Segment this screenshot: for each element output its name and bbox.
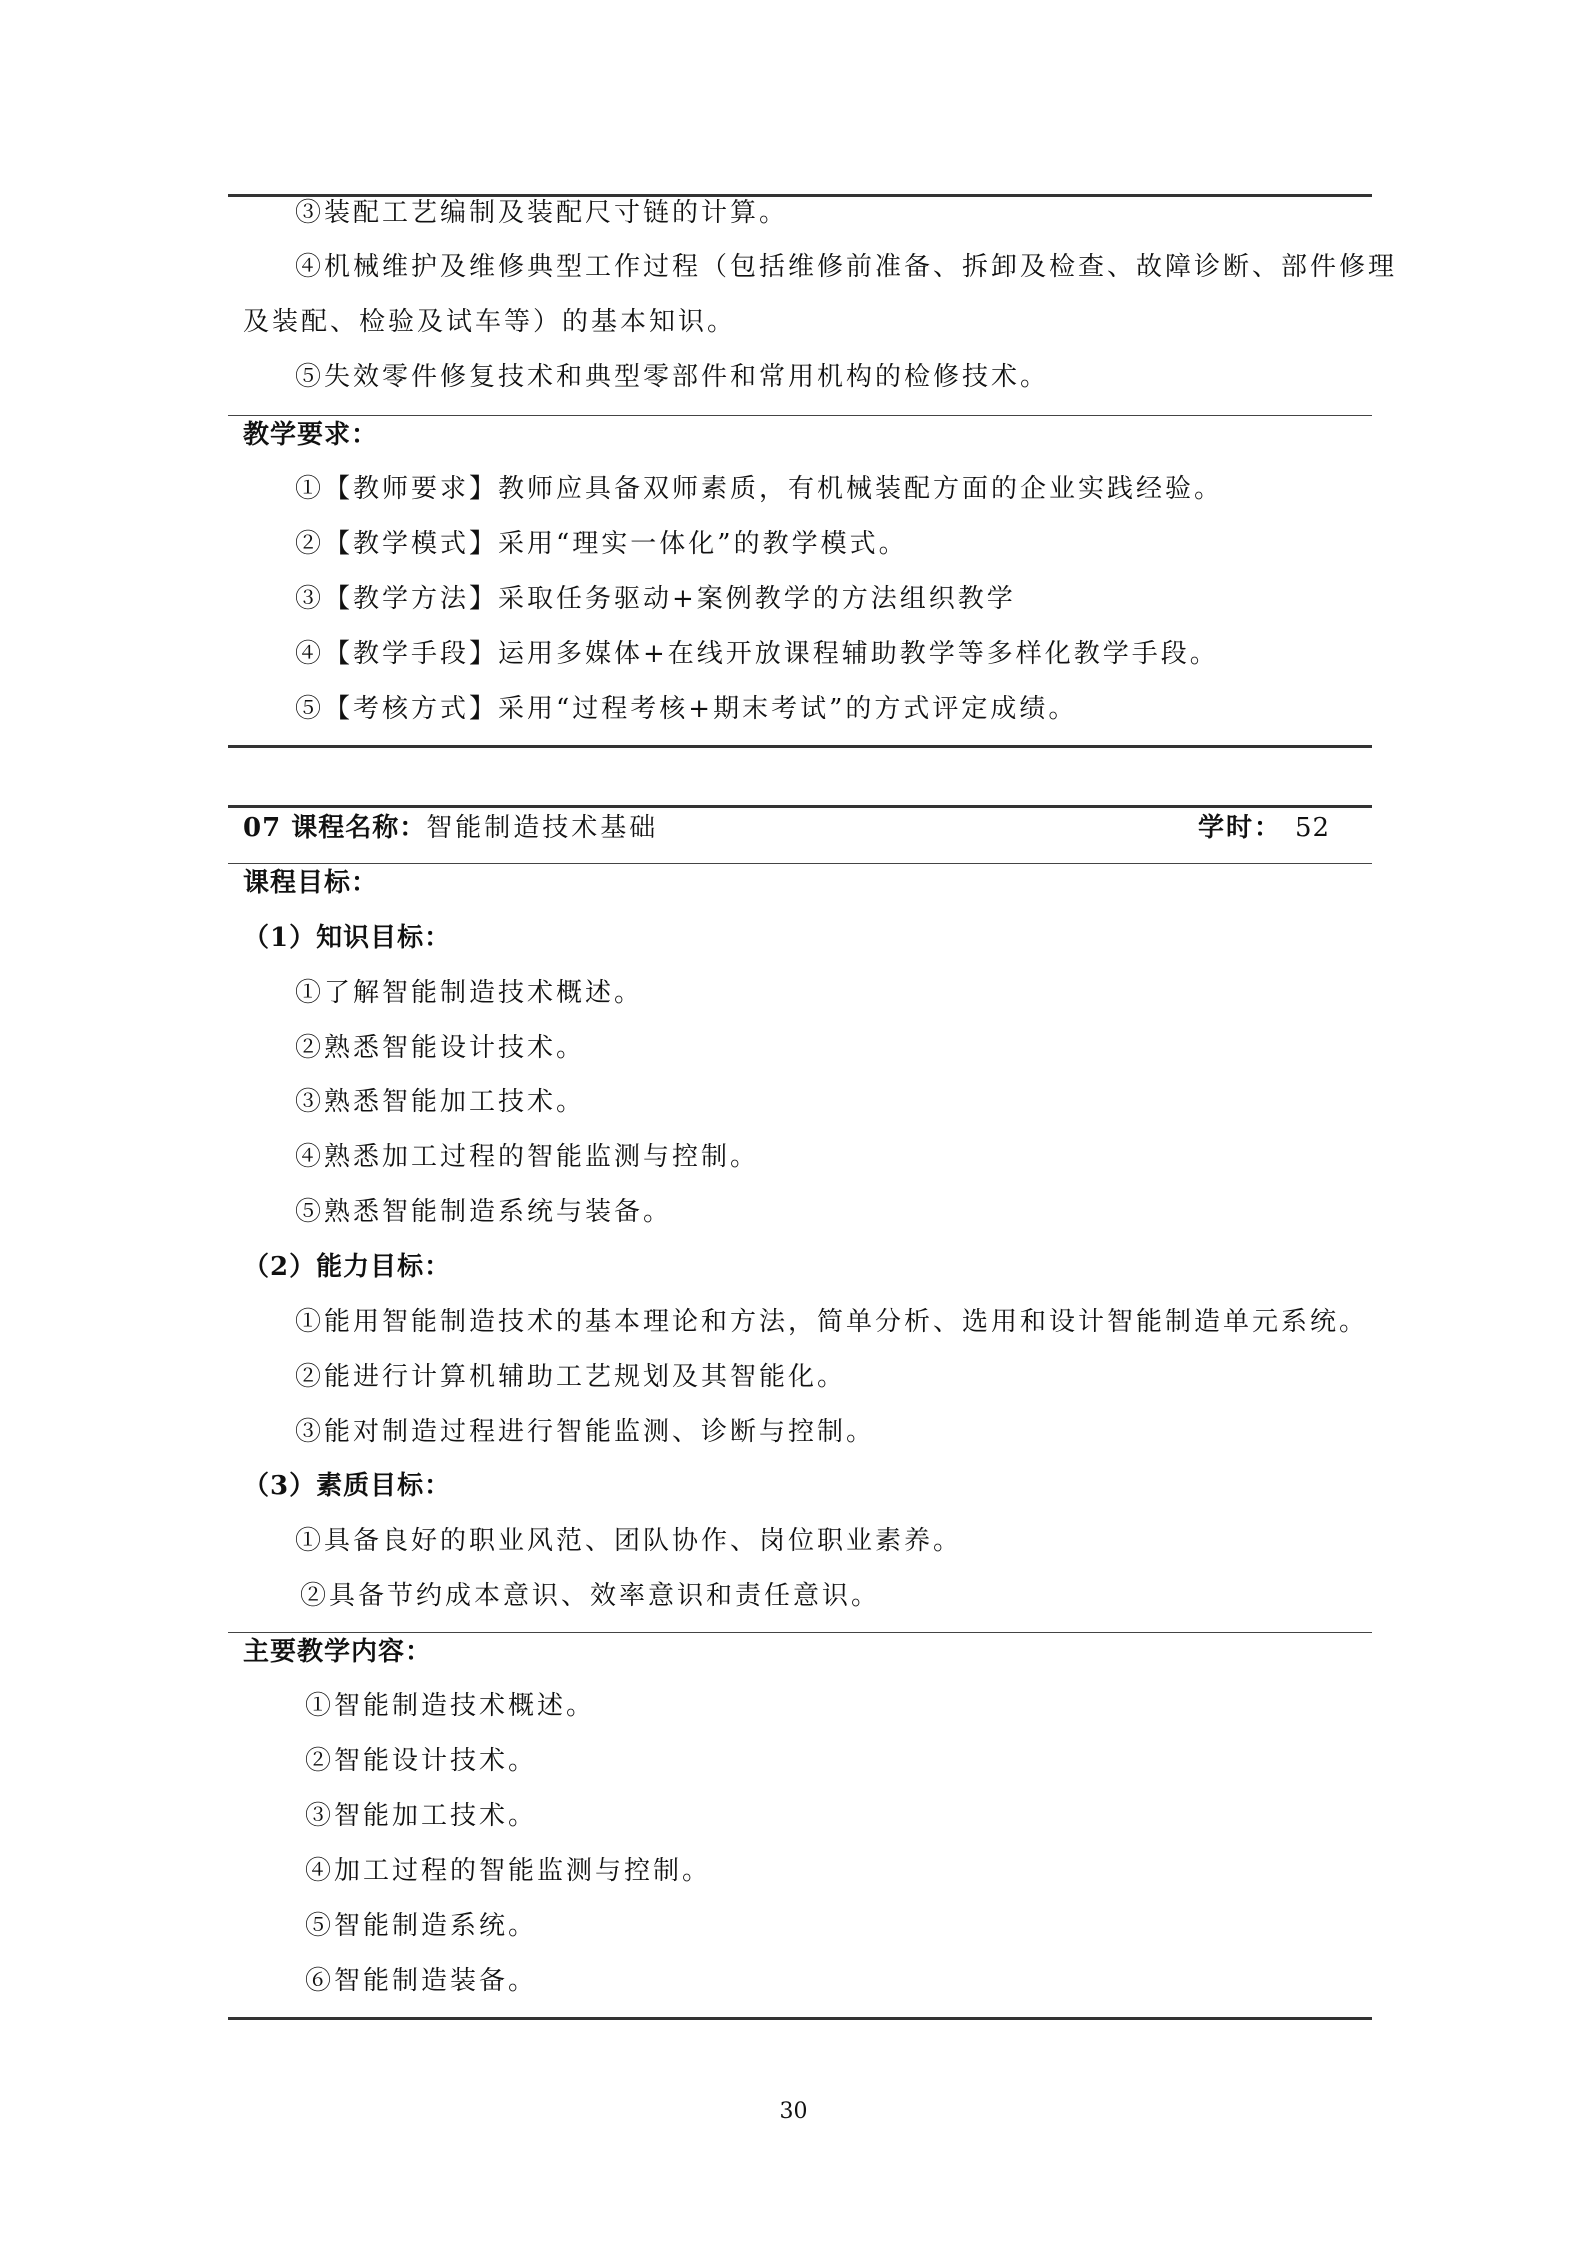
teaching-requirements-label: 教学要求：: [243, 420, 379, 450]
page-number: 30: [779, 2099, 808, 2124]
section-divider: [228, 415, 1372, 416]
course-name: 智能制造技术基础: [426, 813, 659, 843]
teaching-content-item: ④加工过程的智能监测与控制。: [305, 1856, 712, 1886]
content-item: 及装配、检验及试车等）的基本知识。: [243, 307, 737, 337]
knowledge-objectives-label: （1）知识目标：: [243, 923, 452, 953]
content-item: ④机械维护及维修典型工作过程（包括维修前准备、拆卸及检查、故障诊断、部件修理: [295, 252, 1398, 282]
teaching-req-item: ②【教学模式】采用“理实一体化”的教学模式。: [295, 529, 908, 559]
teaching-req-item: ⑤【考核方式】采用“过程考核+期末考试”的方式评定成绩。: [295, 694, 1078, 724]
teaching-content-item: ⑥智能制造装备。: [305, 1966, 538, 1996]
course-hours-label: 学时：: [1198, 813, 1283, 843]
content-item: ⑤失效零件修复技术和典型零部件和常用机构的检修技术。: [295, 362, 1050, 392]
ability-item: ①能用智能制造技术的基本理论和方法，简单分析、选用和设计智能制造单元系统。: [295, 1307, 1369, 1337]
course-code-label: 07 课程名称：: [243, 813, 427, 843]
teaching-content-item: ②智能设计技术。: [305, 1746, 538, 1776]
teaching-req-item: ①【教师要求】教师应具备双师素质，有机械装配方面的企业实践经验。: [295, 474, 1224, 504]
quality-objectives-label: （3）素质目标：: [243, 1471, 452, 1501]
teaching-req-item: ③【教学方法】采取任务驱动+案例教学的方法组织教学: [295, 584, 1016, 614]
knowledge-item: ②熟悉智能设计技术。: [295, 1033, 586, 1063]
knowledge-item: ①了解智能制造技术概述。: [295, 978, 644, 1008]
section-divider: [228, 863, 1372, 864]
quality-item: ①具备良好的职业风范、团队协作、岗位职业素养。: [295, 1526, 963, 1556]
section-divider: [228, 1632, 1372, 1633]
content-item: ③装配工艺编制及装配尺寸链的计算。: [295, 198, 789, 228]
course-header: [243, 811, 1343, 847]
teaching-content-label: 主要教学内容：: [243, 1637, 433, 1667]
quality-item: ②具备节约成本意识、效率意识和责任意识。: [300, 1581, 881, 1611]
ability-objectives-label: （2）能力目标：: [243, 1252, 452, 1282]
teaching-content-item: ③智能加工技术。: [305, 1801, 538, 1831]
ability-item: ②能进行计算机辅助工艺规划及其智能化。: [295, 1362, 847, 1392]
teaching-req-item: ④【教学手段】运用多媒体+在线开放课程辅助教学等多样化教学手段。: [295, 639, 1219, 669]
course-objectives-label: 课程目标：: [243, 868, 379, 898]
knowledge-item: ⑤熟悉智能制造系统与装备。: [295, 1197, 673, 1227]
teaching-content-item: ⑤智能制造系统。: [305, 1911, 538, 1941]
table-bottom-rule: [228, 745, 1372, 748]
course-table-top-rule: [228, 805, 1372, 808]
ability-item: ③能对制造过程进行智能监测、诊断与控制。: [295, 1417, 876, 1447]
course-hours-value: 52: [1295, 813, 1331, 843]
course-table-bottom-rule: [228, 2017, 1372, 2020]
knowledge-item: ④熟悉加工过程的智能监测与控制。: [295, 1142, 760, 1172]
knowledge-item: ③熟悉智能加工技术。: [295, 1087, 586, 1117]
teaching-content-item: ①智能制造技术概述。: [305, 1691, 596, 1721]
